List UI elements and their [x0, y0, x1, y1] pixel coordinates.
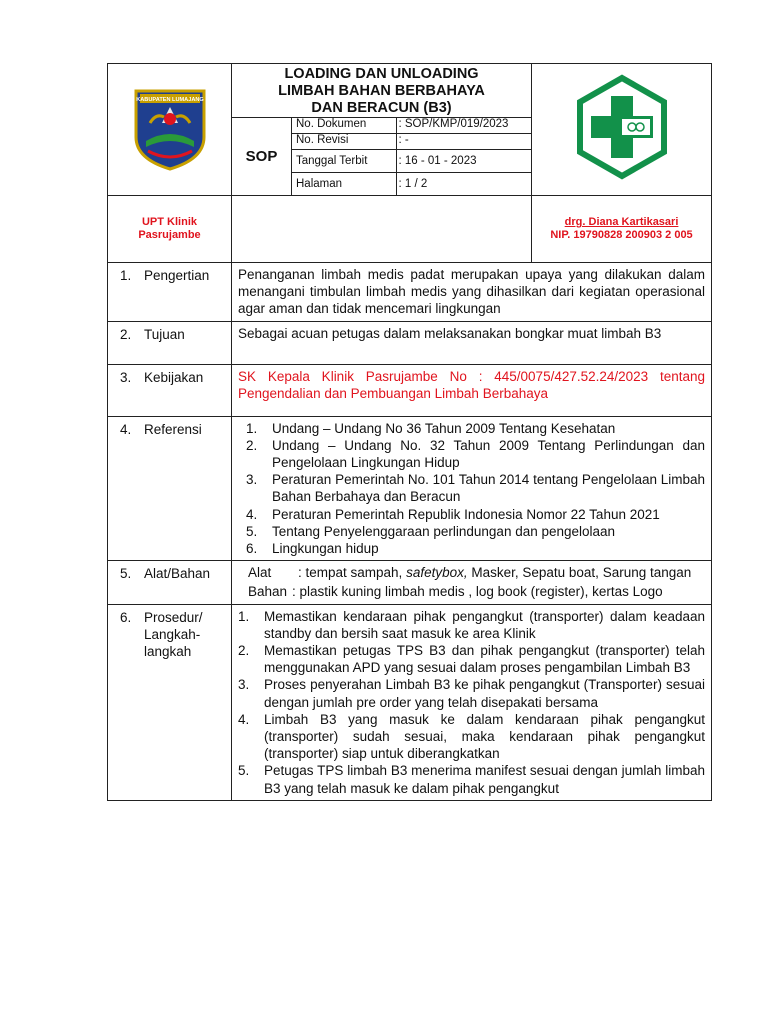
list-item — [238, 676, 705, 710]
section-body-kebijakan: SK Kepala Klinik Pasrujambe No : 445/0075/427.52.24/2023 tentang Pengendalian dan Pembuangan Limbah Berbahaya — [232, 364, 712, 416]
list-text: Petugas TPS limbah B3 menerima manifest sesuai dengan jumlah limbah B3 yang telah masuk ke dalam pihak pengangkut — [264, 763, 706, 796]
title-line-1: LOADING DAN UNLOADING — [284, 66, 479, 82]
list-text: Undang – Undang No. 32 Tahun 2009 Tentang Perlindungan dan Pengelolaan Lingkungan Hidup — [272, 437, 706, 471]
meta-key-document-no: No. Dokumen — [292, 118, 396, 134]
meta-key-issue-date: Tanggal Terbit — [292, 150, 396, 173]
section-label-tujuan — [108, 321, 232, 364]
section-number: 4. — [120, 421, 132, 437]
alat-value — [298, 564, 705, 581]
list-item — [246, 523, 705, 540]
section-title: Alat/Bahan — [144, 566, 211, 582]
list-text: Limbah B3 yang masuk ke dalam kendaraan pihak pengangkut (transporter) sudah sesuai, maka kendaraan pihak pengangkut (transporter) siap untuk diberangkatkan — [264, 711, 706, 762]
list-text: Tentang Penyelenggaraan perlindungan dan pengelolaan — [272, 523, 616, 539]
meta-value-page: : 1 / 2 — [396, 173, 532, 196]
section-body-prosedur — [232, 604, 712, 800]
meta-value-issue-date: : 16 - 01 - 2023 — [396, 150, 532, 173]
bahan-row — [248, 583, 705, 600]
section-label-alat-bahan — [108, 561, 232, 604]
alat-value-italic: safetybox, — [406, 565, 468, 581]
regency-logo-cell — [108, 64, 232, 196]
section-number: 3. — [120, 369, 132, 385]
document-meta — [292, 118, 532, 195]
list-item — [246, 471, 705, 505]
clinic-name — [108, 196, 232, 263]
section-title: Kebijakan — [144, 369, 204, 385]
list-item — [246, 420, 705, 437]
section-label-prosedur — [108, 604, 232, 800]
meta-value-revision: : - — [396, 134, 532, 150]
section-number: 6. — [120, 609, 132, 625]
lumajang-regency-emblem — [130, 83, 210, 171]
clinic-name-line-2: Pasrujambe — [138, 229, 201, 241]
list-text: Peraturan Pemerintah No. 101 Tahun 2014 tentang Pengelolaan Limbah Bahan Berbahaya dan Beracun — [272, 472, 706, 505]
document-title — [232, 64, 532, 118]
alat-key: Alat — [248, 565, 272, 581]
list-text: Peraturan Pemerintah Republik Indonesia Nomor 22 Tahun 2021 — [272, 506, 660, 522]
list-item — [246, 540, 705, 557]
list-item — [238, 608, 705, 642]
list-item — [246, 506, 705, 523]
doctor-name: drg. Diana Kartikasari — [564, 216, 679, 228]
list-number: 6. — [246, 541, 258, 557]
list-item — [238, 642, 705, 676]
sop-table — [107, 63, 712, 801]
section-title: Pengertian — [144, 268, 210, 283]
doctor-nip: NIP. 19790828 200903 2 005 — [550, 229, 693, 241]
section-label-referensi — [108, 416, 232, 561]
list-number: 3. — [246, 472, 258, 488]
meta-value-document-no: : SOP/KMP/019/2023 — [396, 118, 532, 134]
section-title: Tujuan — [144, 326, 185, 342]
list-number: 5. — [238, 763, 250, 779]
title-line-2: LIMBAH BAHAN BERBAHAYA — [278, 83, 485, 99]
section-label-pengertian — [108, 263, 232, 322]
section-body-referensi — [232, 416, 712, 561]
section-number: 2. — [120, 326, 132, 342]
list-number: 3. — [238, 677, 250, 693]
list-number: 5. — [246, 523, 258, 539]
meta-key-page: Halaman — [292, 173, 396, 196]
list-item — [238, 762, 705, 796]
alat-row — [248, 564, 705, 581]
list-text: Proses penyerahan Limbah B3 ke pihak pengangkut (Transporter) sesuai dengan jumlah pre order yang telah disepakati bersama — [264, 677, 706, 710]
section-body-alat-bahan — [232, 561, 712, 604]
list-number: 4. — [238, 711, 250, 727]
health-cross-logo — [567, 72, 677, 182]
section-number: 1. — [120, 268, 132, 283]
list-text: Memastikan petugas TPS B3 dan pihak pengangkut (transporter) telah menggunakan APD yang sesuai dalam proses pengambilan Limbah B3 — [264, 643, 706, 676]
alat-value-part: Masker, Sepatu boat, Sarung tangan — [467, 565, 692, 581]
doctor-signature — [532, 196, 712, 263]
list-item — [246, 437, 705, 471]
section-label-kebijakan — [108, 364, 232, 416]
section-body-pengertian: Penanganan limbah medis padat merupakan upaya yang dilakukan dalam menangani timbulan limbah medis yang dihasilkan dari kegiatan operasional agar aman dan tidak mencemari lingkungan — [232, 263, 712, 322]
list-number: 1. — [246, 420, 258, 436]
signature-area — [232, 196, 532, 263]
section-title: Referensi — [144, 421, 202, 437]
title-line-3: DAN BERACUN (B3) — [311, 100, 452, 116]
alat-value-part: : tempat sampah, — [298, 565, 407, 581]
health-logo-cell — [532, 64, 712, 196]
sop-document — [107, 63, 711, 801]
list-number: 2. — [246, 437, 258, 453]
section-title: Prosedur/ Langkah-langkah — [144, 609, 203, 659]
list-item — [238, 711, 705, 763]
reference-list — [246, 420, 705, 558]
bahan-key: Bahan — [248, 584, 288, 600]
list-text: Undang – Undang No 36 Tahun 2009 Tentang Kesehatan — [272, 420, 616, 436]
section-number: 5. — [120, 566, 132, 582]
list-number: 2. — [238, 643, 250, 659]
meta-key-revision: No. Revisi — [292, 134, 396, 150]
procedure-list — [238, 608, 705, 797]
list-number: 4. — [246, 506, 258, 522]
emblem-text: KABUPATEN LUMAJANG — [135, 97, 204, 103]
clinic-name-line-1: UPT Klinik — [141, 216, 197, 228]
bahan-value: : plastik kuning limbah medis , log book (register), kertas Logo — [292, 584, 663, 600]
list-number: 1. — [238, 608, 250, 624]
sop-label: SOP — [232, 118, 292, 196]
section-body-tujuan: Sebagai acuan petugas dalam melaksanakan bongkar muat limbah B3 — [232, 321, 712, 364]
list-text: Memastikan kendaraan pihak pengangkut (transporter) dalam keadaan standby dan bersih saat masuk ke area Klinik — [264, 608, 706, 641]
list-text: Lingkungan hidup — [272, 541, 379, 557]
